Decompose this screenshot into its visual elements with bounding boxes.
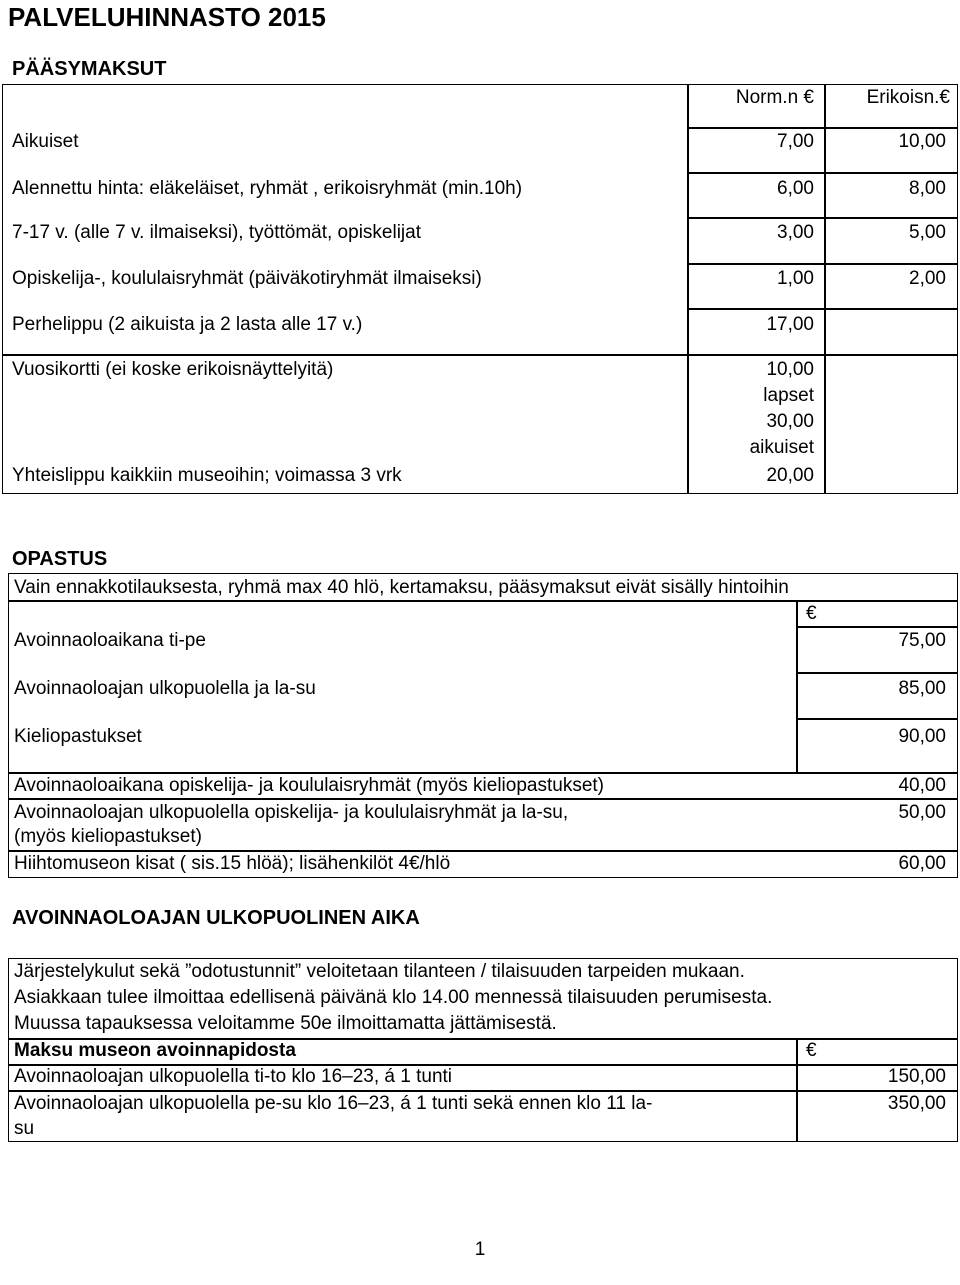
opastus-note: Vain ennakkotilauksesta, ryhmä max 40 hlö, kertamaksu, pääsymaksut eivät sisälly hintoihin: [14, 577, 789, 598]
euro-symbol: €: [806, 603, 817, 624]
info-text: Asiakkaan tulee ilmoittaa edellisenä päivänä klo 14.00 mennessä tilaisuuden perumisesta.: [14, 987, 773, 1008]
euro-symbol: €: [806, 1040, 817, 1061]
section-heading-opastus: OPASTUS: [12, 548, 108, 570]
maksu-label: Maksu museon avoinnapidosta: [14, 1040, 296, 1061]
section-heading-ulkopuolinen: AVOINNAOLOAJAN ULKOPUOLINEN AIKA: [12, 907, 420, 929]
column-header-erik: Erikoisn.€: [866, 87, 950, 108]
info-text: Muussa tapauksessa veloitamme 50e ilmoittamatta jättämisestä.: [14, 1013, 557, 1034]
info-text: Järjestelykulut sekä ”odotustunnit” veloitetaan tilanteen / tilaisuuden tarpeiden mukaan.: [14, 961, 745, 982]
page-title: PALVELUHINNASTO 2015: [8, 2, 326, 32]
section-heading-paasymaksut: PÄÄSYMAKSUT: [12, 58, 167, 80]
column-header-norm: Norm.n €: [735, 87, 814, 108]
page-number: 1: [474, 1239, 486, 1260]
